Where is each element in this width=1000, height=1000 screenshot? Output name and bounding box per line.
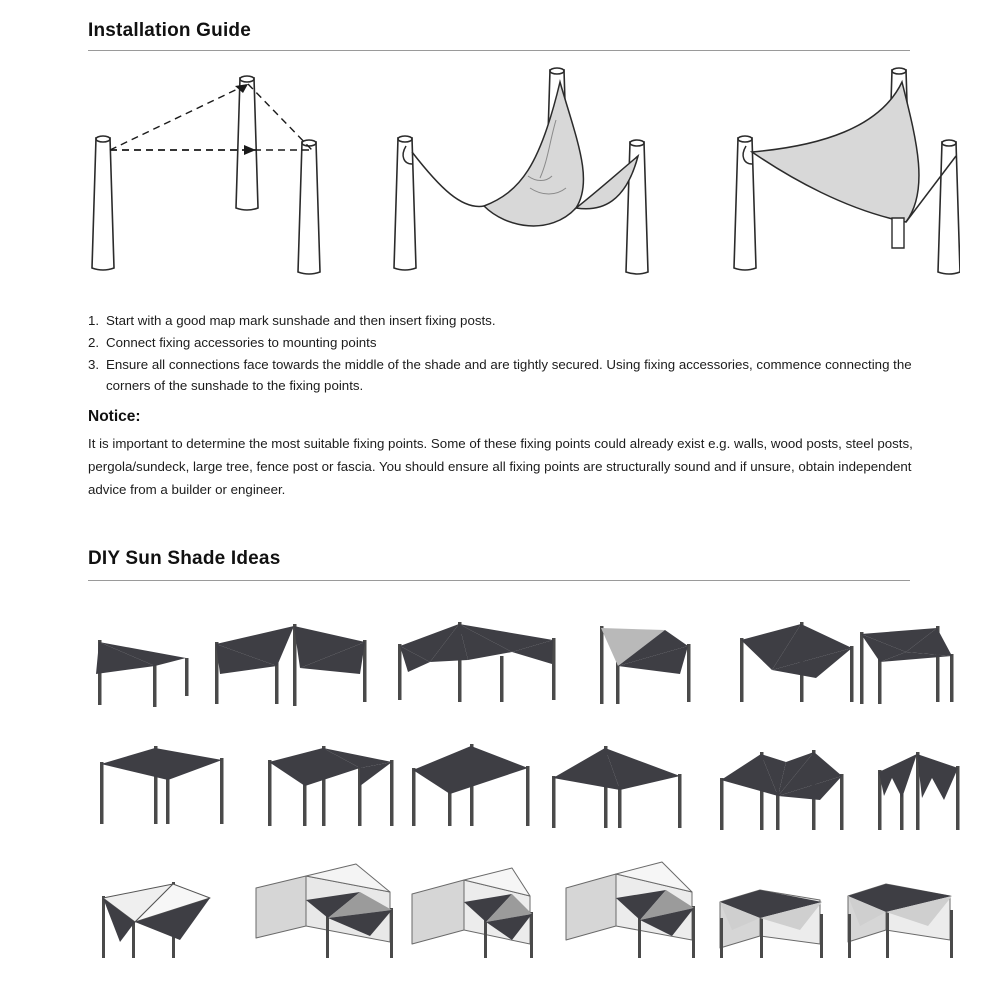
step-text: Connect fixing accessories to mounting points bbox=[106, 335, 377, 350]
idea-6 bbox=[860, 626, 954, 704]
installation-steps bbox=[88, 310, 928, 397]
idea-4 bbox=[600, 626, 691, 704]
step-number: 1. bbox=[88, 313, 100, 328]
idea-5 bbox=[740, 622, 854, 702]
idea-9 bbox=[412, 744, 530, 826]
figure-step-1 bbox=[92, 76, 320, 274]
step-text: Start with a good map mark sunshade and then insert fixing posts. bbox=[106, 313, 496, 328]
idea-11 bbox=[720, 750, 844, 830]
step-item bbox=[88, 354, 928, 396]
figure-step-2 bbox=[394, 68, 648, 274]
idea-14 bbox=[256, 864, 393, 958]
step-text: Ensure all connections face towards the middle of the shade and are tightly secured. Using fixing accessories, commence connecting the corners of the sunshade to the fixing points. bbox=[106, 357, 912, 393]
idea-12 bbox=[878, 752, 960, 830]
idea-1 bbox=[96, 640, 189, 707]
idea-16 bbox=[566, 862, 695, 958]
section-title-diy-sun-shade-ideas: DIY Sun Shade Ideas bbox=[88, 548, 281, 569]
idea-17 bbox=[720, 890, 823, 958]
idea-figures bbox=[60, 600, 960, 990]
idea-7 bbox=[100, 746, 224, 824]
idea-15 bbox=[412, 868, 533, 958]
step-number: 2. bbox=[88, 335, 100, 350]
heading-rule-installation bbox=[88, 50, 910, 51]
step-number: 3. bbox=[88, 357, 100, 372]
section-title-installation-guide: Installation Guide bbox=[88, 20, 252, 41]
installation-figures bbox=[60, 60, 960, 290]
idea-2 bbox=[215, 624, 367, 706]
idea-3 bbox=[398, 622, 556, 702]
notice-title: Notice: bbox=[88, 408, 141, 425]
notice-body: It is important to determine the most suitable fixing points. Some of these fixing points could already exist e.g. walls, wood posts, steel posts, pergola/sundeck, large tree, fence post or fascia. You should ensure all fixing points are structurally sound and if unsure, obtain independent advice from a builder or engineer. bbox=[88, 436, 913, 497]
idea-10 bbox=[552, 746, 682, 828]
heading-rule-ideas bbox=[88, 580, 910, 581]
step-item bbox=[88, 310, 928, 331]
step-item bbox=[88, 332, 928, 353]
idea-13 bbox=[102, 882, 210, 958]
figure-step-3 bbox=[734, 68, 960, 274]
idea-8 bbox=[268, 746, 394, 826]
idea-18 bbox=[848, 884, 953, 958]
